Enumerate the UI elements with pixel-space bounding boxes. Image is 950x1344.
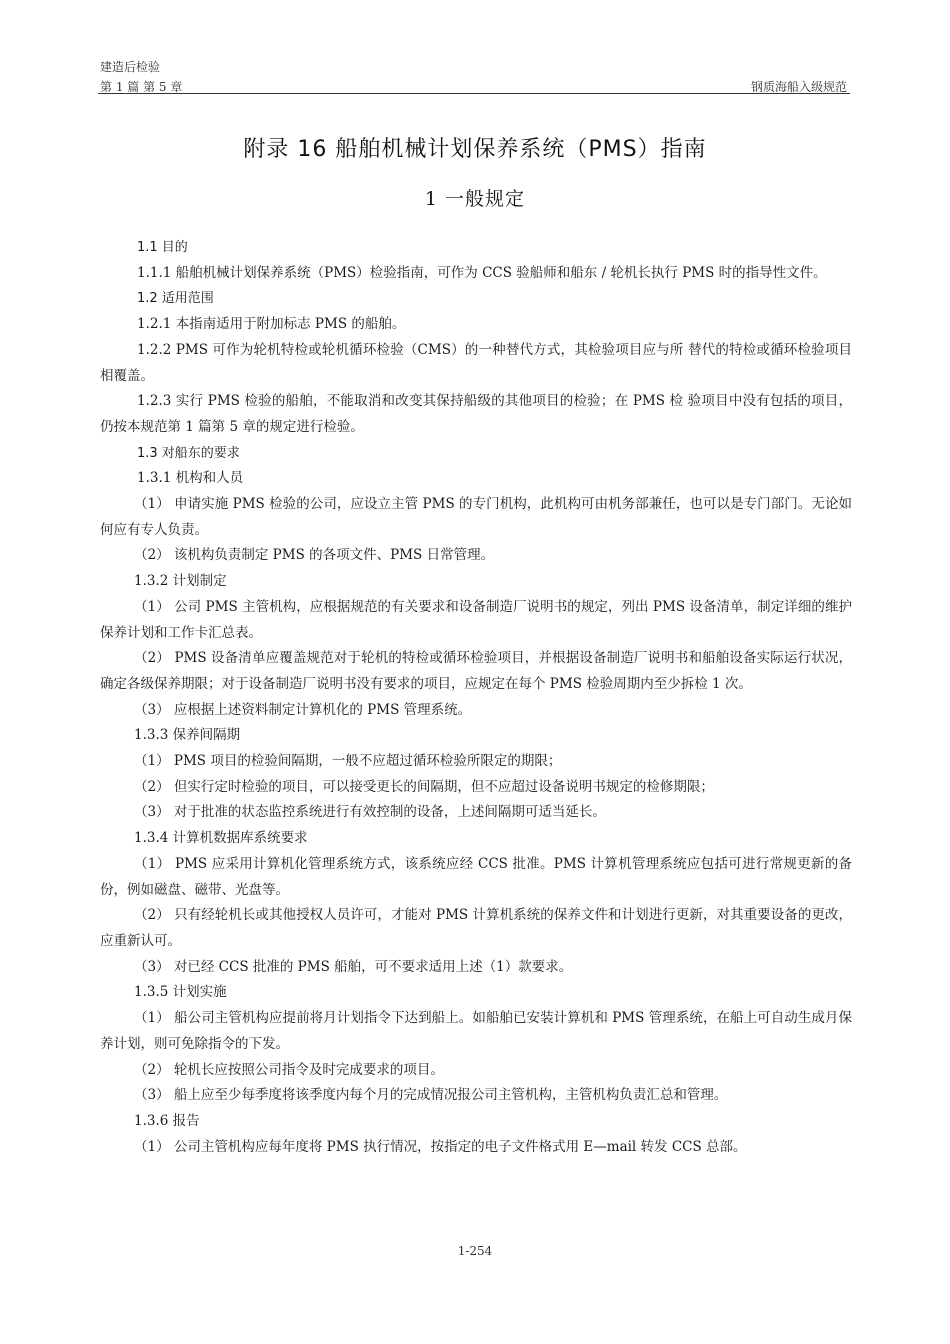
list-item: （3） 对已经 CCS 批准的 PMS 船舶，可不要求适用上述（1）款要求。 (134, 958, 573, 975)
section-title: 1 一般规定 (424, 188, 526, 210)
heading-1-2: 1.2 适用范围 (137, 291, 214, 307)
header-chapter-label: 第 1 篇 第 5 章 (100, 80, 183, 94)
paragraph-1-2-1: 1.2.1 本指南适用于附加标志 PMS 的船舶。 (137, 316, 406, 333)
subheading-1-3-3: 1.3.3 保养间隔期 (134, 727, 241, 744)
header-rule (98, 93, 850, 94)
document-body (100, 235, 852, 1160)
subheading-1-3-1: 1.3.1 机构和人员 (137, 470, 244, 487)
list-item: （2） 轮机长应按照公司指令及时完成要求的项目。 (134, 1061, 444, 1078)
list-item: （1） PMS 项目的检验间隔期，一般不应超过循环检验所限定的期限； (134, 753, 562, 770)
list-item: （2） 只有经轮机长或其他授权人员许可，才能对 PMS 计算机系统的保养文件和计划进行更新，对其重要设备的更改，应重新认可。 (100, 907, 852, 949)
list-item: （1） 申请实施 PMS 检验的公司，应设立主管 PMS 的专门机构，此机构可由机务部兼任，也可以是专门部门。无论如何应有专人负责。 (100, 496, 852, 538)
page-title: 附录 16 船舶机械计划保养系统（PMS）指南 (243, 137, 707, 162)
paragraph-1-2-3: 1.2.3 实行 PMS 检验的船舶，不能取消和改变其保持船级的其他项目的检验；在 PMS 检 验项目中没有包括的项目，仍按本规范第 1 篇第 5 章的规定进行检验。 (100, 393, 852, 435)
list-item: （2） 该机构负责制定 PMS 的各项文件、PMS 日常管理。 (134, 547, 495, 564)
list-item: （1） PMS 应采用计算机化管理系统方式，该系统应经 CCS 批准。PMS 计算机管理系统应包括可进行常规更新的备份，例如磁盘、磁带、光盘等。 (100, 855, 852, 898)
heading-1-3: 1.3 对船东的要求 (137, 445, 240, 461)
list-item: （2） PMS 设备清单应覆盖规范对于轮机的特检或循环检验项目，并根据设备制造厂说明书和船舶设备实际运行状况，确定各级保养期限；对于设备制造厂说明书没有要求的项目，应规定在每个 PMS 检验周期内至少拆检 1 次。 (100, 650, 852, 692)
list-item: （1） 船公司主管机构应提前将月计划指令下达到船上。如船舶已安装计算机和 PMS 管理系统，在船上可自动生成月保养计划，则可免除指令的下发。 (100, 1010, 852, 1052)
paragraph-1-1-1: 1.1.1 船舶机械计划保养系统（PMS）检验指南，可作为 CCS 验船师和船东 / 轮机长执行 PMS 时的指导性文件。 (137, 264, 827, 281)
heading-1-1: 1.1 目的 (137, 240, 188, 255)
list-item: （3） 对于批准的状态监控系统进行有效控制的设备，上述间隔期可适当延长。 (134, 804, 606, 821)
list-item: （1） 公司主管机构应每年度将 PMS 执行情况，按指定的电子文件格式用 E—mail 转发 CCS 总部。 (134, 1138, 747, 1155)
paragraph-1-2-2: 1.2.2 PMS 可作为轮机特检或轮机循环检验（CMS）的一种替代方式，其检验项目应与所 替代的特检或循环检验项目相覆盖。 (100, 341, 852, 384)
list-item: （3） 船上应至少每季度将该季度内每个月的完成情况报公司主管机构，主管机构负责汇总和管理。 (134, 1087, 728, 1104)
header-book-title: 钢质海船入级规范 (750, 80, 847, 94)
list-item: （2） 但实行定时检验的项目，可以接受更长的间隔期，但不应超过设备说明书规定的检修期限； (134, 778, 714, 795)
page-number: 1-254 (457, 1244, 493, 1258)
subheading-1-3-5: 1.3.5 计划实施 (134, 984, 227, 1001)
header-section-label: 建造后检验 (100, 60, 161, 74)
list-item: （1） 公司 PMS 主管机构，应根据规范的有关要求和设备制造厂说明书的规定，列出 PMS 设备清单，制定详细的维护保养计划和工作卡汇总表。 (100, 598, 852, 641)
subheading-1-3-2: 1.3.2 计划制定 (134, 573, 227, 590)
subheading-1-3-6: 1.3.6 报告 (134, 1112, 200, 1129)
list-item: （3） 应根据上述资料制定计算机化的 PMS 管理系统。 (134, 701, 472, 718)
subheading-1-3-4: 1.3.4 计算机数据库系统要求 (134, 830, 308, 847)
